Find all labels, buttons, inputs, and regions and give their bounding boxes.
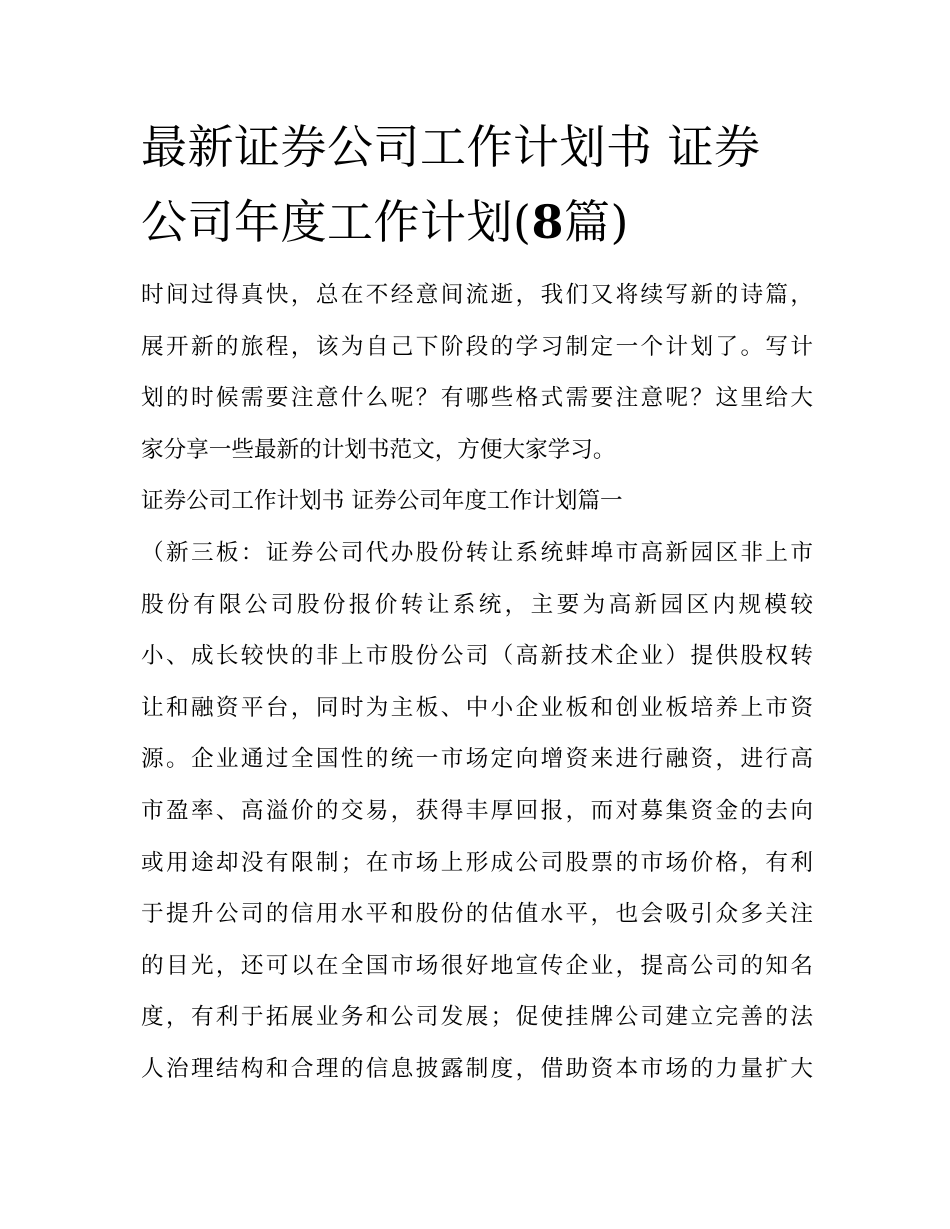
document-content	[141, 110, 813, 1096]
body-line: 或用途却没有限制；在市场上形成公司股票的市场价格，有利	[141, 849, 813, 876]
body-line: 源。企业通过全国性的统一市场定向增资来进行融资，进行高	[141, 746, 813, 773]
body-line: 小、成长较快的非上市股份公司（高新技术企业）提供股权转	[141, 643, 813, 670]
body-line: （新三板：证券公司代办股份转让系统蚌埠市高新园区非上市	[141, 539, 813, 566]
section-heading: 证券公司工作计划书 证券公司年度工作计划篇一	[141, 488, 623, 515]
title-line-1: 最新证券公司工作计划书 证券	[141, 120, 761, 174]
body-line: 人治理结构和合理的信息披露制度，借助资本市场的力量扩大	[141, 1055, 813, 1082]
document-title	[141, 110, 813, 260]
intro-line: 展开新的旅程，该为自己下阶段的学习制定一个计划了。写计	[141, 333, 813, 360]
body-line: 的目光，还可以在全国市场很好地宣传企业，提高公司的知名	[141, 952, 813, 979]
body-line: 股份有限公司股份报价转让系统，主要为高新园区内规模较	[141, 591, 813, 618]
document-body	[141, 270, 813, 1096]
intro-line: 家分享一些最新的计划书范文，方便大家学习。	[141, 436, 616, 463]
body-line: 度，有利于拓展业务和公司发展；促使挂牌公司建立完善的法	[141, 1004, 813, 1031]
title-line-2-post: 篇)	[563, 195, 629, 249]
intro-line: 划的时候需要注意什么呢？有哪些格式需要注意呢？这里给大	[141, 385, 813, 412]
title-line-2-number: 8	[531, 195, 564, 249]
body-line: 于提升公司的信用水平和股份的估值水平，也会吸引众多关注	[141, 901, 813, 928]
body-line: 市盈率、高溢价的交易，获得丰厚回报，而对募集资金的去向	[141, 797, 813, 824]
body-line: 让和融资平台，同时为主板、中小企业板和创业板培养上市资	[141, 694, 813, 721]
intro-line: 时间过得真快，总在不经意间流逝，我们又将续写新的诗篇，	[141, 282, 813, 308]
title-line-2-pre: 公司年度工作计划(	[141, 195, 532, 249]
